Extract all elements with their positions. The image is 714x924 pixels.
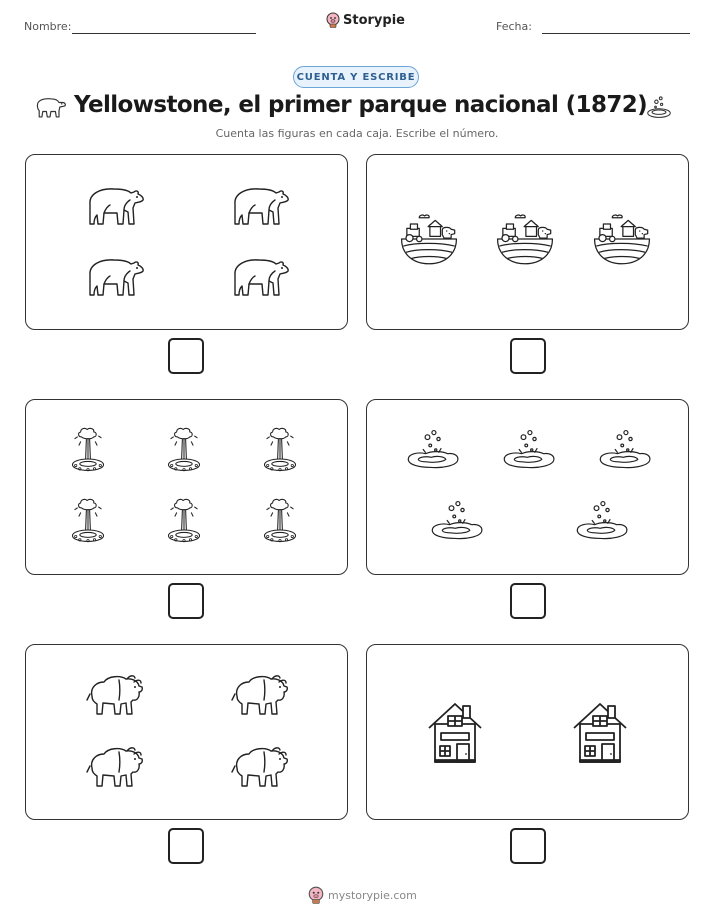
count-card-bears: [25, 154, 348, 330]
bison-icon: [86, 672, 146, 718]
hot-spring-icon: [574, 499, 630, 543]
count-card-bison: [25, 644, 348, 820]
bison-icon: [231, 672, 291, 718]
house-icon: [572, 699, 628, 765]
bison-icon: [86, 744, 146, 790]
count-card-farms: [366, 154, 689, 330]
bear-icon: [231, 182, 291, 228]
worksheet-title: Yellowstone, el primer parque nacional (1872): [74, 92, 648, 118]
farm-icon: [398, 211, 460, 267]
house-icon: [427, 699, 483, 765]
storypie-logo: [326, 12, 405, 28]
answer-box[interactable]: [168, 828, 204, 864]
count-card-houses: [366, 644, 689, 820]
answer-box[interactable]: [168, 583, 204, 619]
geyser-icon: [70, 425, 106, 475]
farm-icon: [591, 211, 653, 267]
name-line[interactable]: [72, 33, 256, 34]
activity-badge: CUENTA Y ESCRIBE: [293, 66, 419, 88]
hot-spring-icon: [597, 428, 653, 472]
instructions: Cuenta las figuras en cada caja. Escribe el número.: [215, 127, 499, 140]
hot-spring-icon: [429, 499, 485, 543]
answer-box[interactable]: [510, 583, 546, 619]
answer-box[interactable]: [510, 828, 546, 864]
date-line[interactable]: [542, 33, 690, 34]
count-card-geysers: [25, 399, 348, 575]
bear-icon: [32, 94, 68, 120]
bear-icon: [86, 182, 146, 228]
hot-spring-icon: [501, 428, 557, 472]
hot-spring-icon: [646, 94, 672, 120]
geyser-icon: [166, 425, 202, 475]
farm-icon: [494, 211, 556, 267]
footer: [308, 886, 417, 904]
name-label: Nombre:: [24, 20, 72, 33]
geyser-icon: [166, 496, 202, 546]
pig-mascot-icon: [308, 886, 324, 904]
bear-icon: [86, 253, 146, 299]
count-card-hot-springs: [366, 399, 689, 575]
answer-box[interactable]: [510, 338, 546, 374]
geyser-icon: [70, 496, 106, 546]
geyser-icon: [262, 496, 298, 546]
bear-icon: [231, 253, 291, 299]
bison-icon: [231, 744, 291, 790]
hot-spring-icon: [405, 428, 461, 472]
logo-text: Storypie: [343, 12, 405, 28]
answer-box[interactable]: [168, 338, 204, 374]
geyser-icon: [262, 425, 298, 475]
pig-mascot-icon: [326, 12, 340, 28]
footer-url[interactable]: mystorypie.com: [328, 888, 417, 902]
date-label: Fecha:: [496, 20, 532, 33]
